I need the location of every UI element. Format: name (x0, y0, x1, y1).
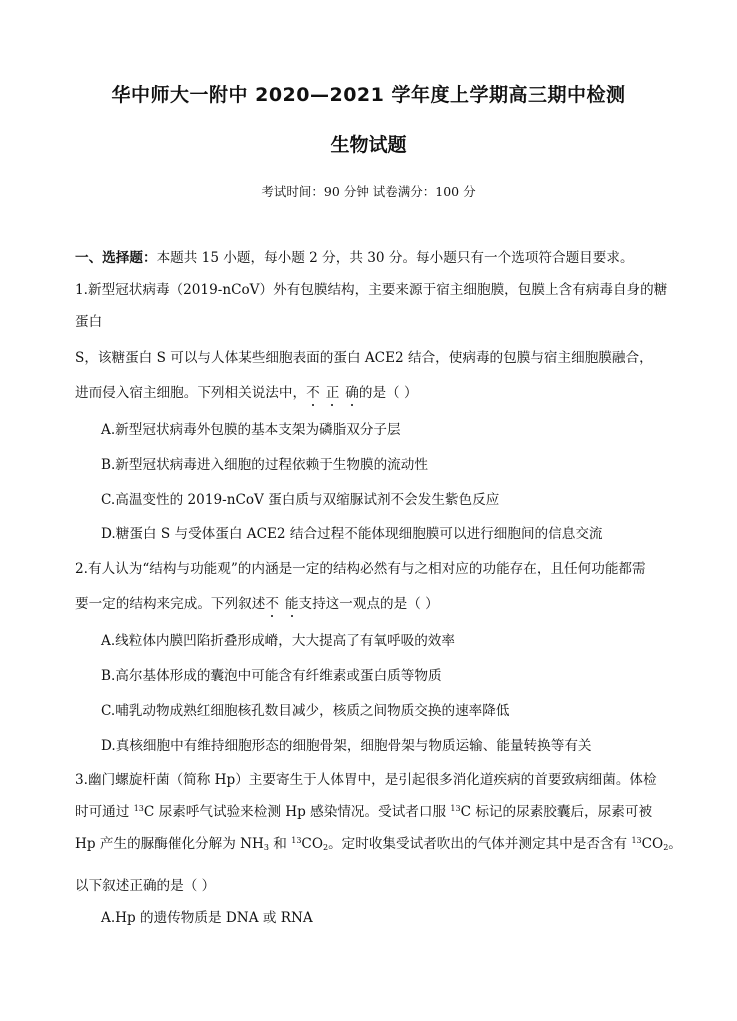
section-heading (75, 246, 634, 266)
page-subtitle: 生物试题 (330, 134, 407, 156)
q2-option-c: C.哺乳动物成熟红细胞核孔数目减少，核质之间物质交换的速率降低 (101, 703, 510, 719)
q1-line-4 (75, 381, 418, 401)
q2-option-d: D.真核细胞中有维持细胞形态的细胞骨架，细胞骨架与物质运输、能量转换等有关 (101, 738, 592, 754)
section-label: 一、选择题： (75, 250, 157, 266)
emphasis-char: 正 (325, 385, 340, 401)
q3-text: Hp 产生的脲酶催化分解为 NH (75, 836, 264, 852)
q1-line-3: S，该糖蛋白 S 可以与人体某些细胞表面的蛋白 ACE2 结合，使病毒的包膜与宿主细胞膜融合， (75, 350, 653, 366)
q3-text: 和 (268, 836, 292, 852)
q3-text: 时可通过 (75, 804, 134, 820)
section-instructions: 本题共 15 小题，每小题 2 分，共 30 分。每小题只有一个选项符合题目要求。 (156, 250, 634, 266)
isotope-superscript: 13 (631, 836, 642, 845)
q2-option-b: B.高尔基体形成的囊泡中可能含有纤维素或蛋白质等物质 (101, 668, 442, 684)
q3-line-3 (75, 832, 682, 852)
q3-line-2 (75, 800, 652, 820)
q3-text: 。 (668, 836, 682, 852)
subscript: 2 (663, 843, 669, 852)
exam-info: 考试时间：90 分钟 试卷满分：100 分 (261, 184, 476, 199)
q3-text: C 标记的尿素胶囊后，尿素可被 (460, 804, 653, 820)
emphasis-char: 不 (265, 596, 279, 612)
q1-line-1: 1.新型冠状病毒（2019-nCoV）外有包膜结构，主要来源于宿主细胞膜，包膜上含有病毒自身的糖 (75, 282, 668, 298)
q3-text: CO (301, 836, 323, 852)
q1-stem-prefix: 进而侵入宿主细胞。下列相关说法中， (75, 385, 307, 401)
isotope-superscript: 13 (291, 836, 302, 845)
q2-option-a: A.线粒体内膜凹陷折叠形成嵴，大大提高了有氧呼吸的效率 (101, 633, 455, 649)
q1-option-c: C.高温变性的 2019-nCoV 蛋白质与双缩脲试剂不会发生紫色反应 (101, 492, 500, 508)
emphasis-char: 不 (306, 385, 320, 401)
page-title: 华中师大一附中 2020—2021 学年度上学期高三期中检测 (111, 84, 626, 106)
q3-line-4: 以下叙述正确的是（ ） (75, 878, 216, 894)
q3-option-a: A.Hp 的遗传物质是 DNA 或 RNA (101, 910, 313, 926)
subscript: 2 (322, 843, 329, 852)
q2-stem-suffix: 支持这一观点的是（ ） (298, 596, 439, 612)
q1-stem-suffix: 的是（ ） (358, 385, 418, 401)
q3-text: 。定时收集受试者吹出的气体并测定其中是否含有 (328, 836, 632, 852)
isotope-superscript: 13 (450, 804, 461, 813)
q1-line-2: 蛋白 (75, 314, 103, 330)
emphasis-char: 确 (345, 385, 359, 401)
subscript: 3 (263, 843, 269, 852)
q2-line-2 (75, 592, 439, 612)
emphasis-char: 能 (284, 596, 299, 612)
q1-option-a: A.新型冠状病毒外包膜的基本支架为磷脂双分子层 (101, 422, 401, 438)
q3-text: CO (641, 836, 664, 852)
isotope-superscript: 13 (133, 804, 144, 813)
q2-line-1: 2.有人认为“结构与功能观”的内涵是一定的结构必然有与之相对应的功能存在，且任何功能都需 (75, 561, 646, 577)
q3-text: C 尿素呼气试验来检测 Hp 感染情况。受试者口服 (143, 804, 451, 820)
q2-stem-prefix: 要一定的结构来完成。下列叙述 (75, 596, 266, 612)
q3-line-1: 3.幽门螺旋杆菌（简称 Hp）主要寄生于人体胃中，是引起很多消化道疾病的首要致病细菌。体检 (75, 772, 657, 788)
q1-option-d: D.糖蛋白 S 与受体蛋白 ACE2 结合过程不能体现细胞膜可以进行细胞间的信息交流 (101, 526, 603, 542)
q1-option-b: B.新型冠状病毒进入细胞的过程依赖于生物膜的流动性 (101, 457, 428, 473)
